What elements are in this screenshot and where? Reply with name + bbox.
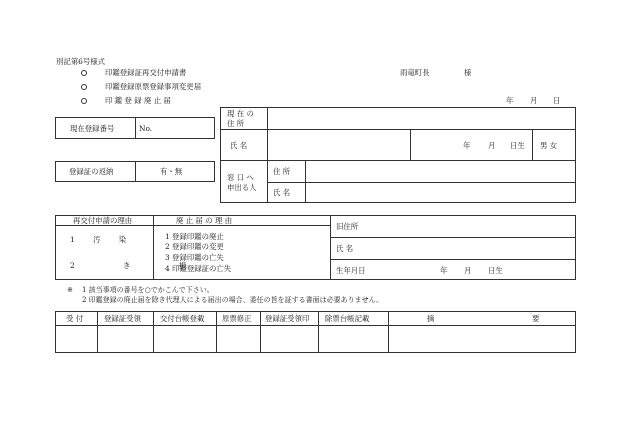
- reissue-reason-2[interactable]: 2 き 損: [70, 261, 187, 270]
- birth-day-label: 日生: [510, 141, 525, 150]
- option-change-label: 印鑑登録原票登録事項変更届: [105, 82, 202, 91]
- date-year: 年: [506, 96, 514, 105]
- addressee-town: 雨竜町長: [400, 68, 430, 77]
- date-day: 日: [553, 96, 561, 105]
- col-record-correction: 原票修正: [222, 314, 252, 323]
- old-birth-month: 月: [464, 266, 472, 275]
- window-name-label: 氏 名: [273, 188, 291, 197]
- registration-label: 現在登録番号: [70, 124, 115, 133]
- abolition-reason-header: 廃 止 届 の 理 由: [176, 216, 233, 225]
- reissue-reason-1[interactable]: 1 汚 染: [70, 235, 127, 244]
- option-circle-3[interactable]: [81, 98, 87, 104]
- window-address-field[interactable]: [306, 161, 575, 181]
- reissue-reason-header: 再交付申請の理由: [73, 216, 133, 225]
- old-address-label: 旧住所: [336, 222, 359, 231]
- return-label: 登録証の返納: [69, 167, 114, 176]
- form-number: 別記第6号様式: [56, 57, 106, 66]
- old-birth-day: 日生: [488, 266, 503, 275]
- return-options[interactable]: 有・無: [160, 167, 183, 176]
- col-ledger-entry: 交付台帳登載: [160, 314, 205, 323]
- option-circle-1[interactable]: [81, 70, 87, 76]
- col-removal-ledger: 除票台帳記載: [325, 314, 370, 323]
- current-address-label-1: 現 在 の: [227, 109, 254, 118]
- window-person-label-2: 申出る人: [227, 183, 257, 192]
- current-address-label-2: 住 所: [227, 119, 245, 128]
- addressee-sama: 様: [464, 68, 472, 77]
- old-name-label: 氏 名: [336, 244, 354, 253]
- applicant-name-label: 氏 名: [230, 141, 248, 150]
- option-circle-2[interactable]: [81, 84, 87, 90]
- abolition-reason-1[interactable]: 1 登録印鑑の廃止: [165, 232, 224, 241]
- old-birth-year: 年: [440, 266, 448, 275]
- note-2: 2 印鑑登録の廃止届を除き代理人による届出の場合、委任の旨を証する書面は必要ありません。: [82, 296, 384, 304]
- registration-number-field[interactable]: No.: [139, 124, 153, 133]
- current-address-field[interactable]: [268, 108, 575, 128]
- option-abolition-label: 印 鑑 登 録 廃 止 届: [105, 96, 171, 105]
- abolition-reason-2[interactable]: 2 登録印鑑の変更: [165, 242, 224, 251]
- col-receipt-seal: 登録証受領印: [265, 314, 310, 323]
- applicant-name-field[interactable]: [268, 130, 409, 159]
- old-birth-label: 生年月日: [336, 266, 366, 275]
- window-person-label-1: 窓 口 へ: [227, 173, 254, 182]
- notes-mark: ※: [67, 286, 73, 294]
- window-name-field[interactable]: [306, 183, 575, 202]
- gender-options[interactable]: 男 女: [540, 141, 558, 150]
- abolition-reason-4[interactable]: 4 印鑑登録証の亡失: [165, 264, 232, 273]
- date-month: 月: [530, 96, 538, 105]
- window-address-label: 住 所: [273, 167, 291, 176]
- note-1: 1 該当事項の番号を○でかこんで下さい。: [82, 286, 214, 294]
- option-reissue-label: 印鑑登録証再交付申請書: [105, 68, 187, 77]
- col-remarks-1: 摘: [427, 314, 435, 323]
- col-reception: 受 付: [66, 314, 84, 323]
- abolition-reason-3[interactable]: 3 登録印鑑の亡失: [165, 253, 224, 262]
- col-card-received: 登録証受領: [104, 314, 141, 323]
- birth-year-label: 年: [463, 141, 471, 150]
- birth-month-label: 月: [488, 141, 496, 150]
- col-remarks-2: 要: [532, 314, 540, 323]
